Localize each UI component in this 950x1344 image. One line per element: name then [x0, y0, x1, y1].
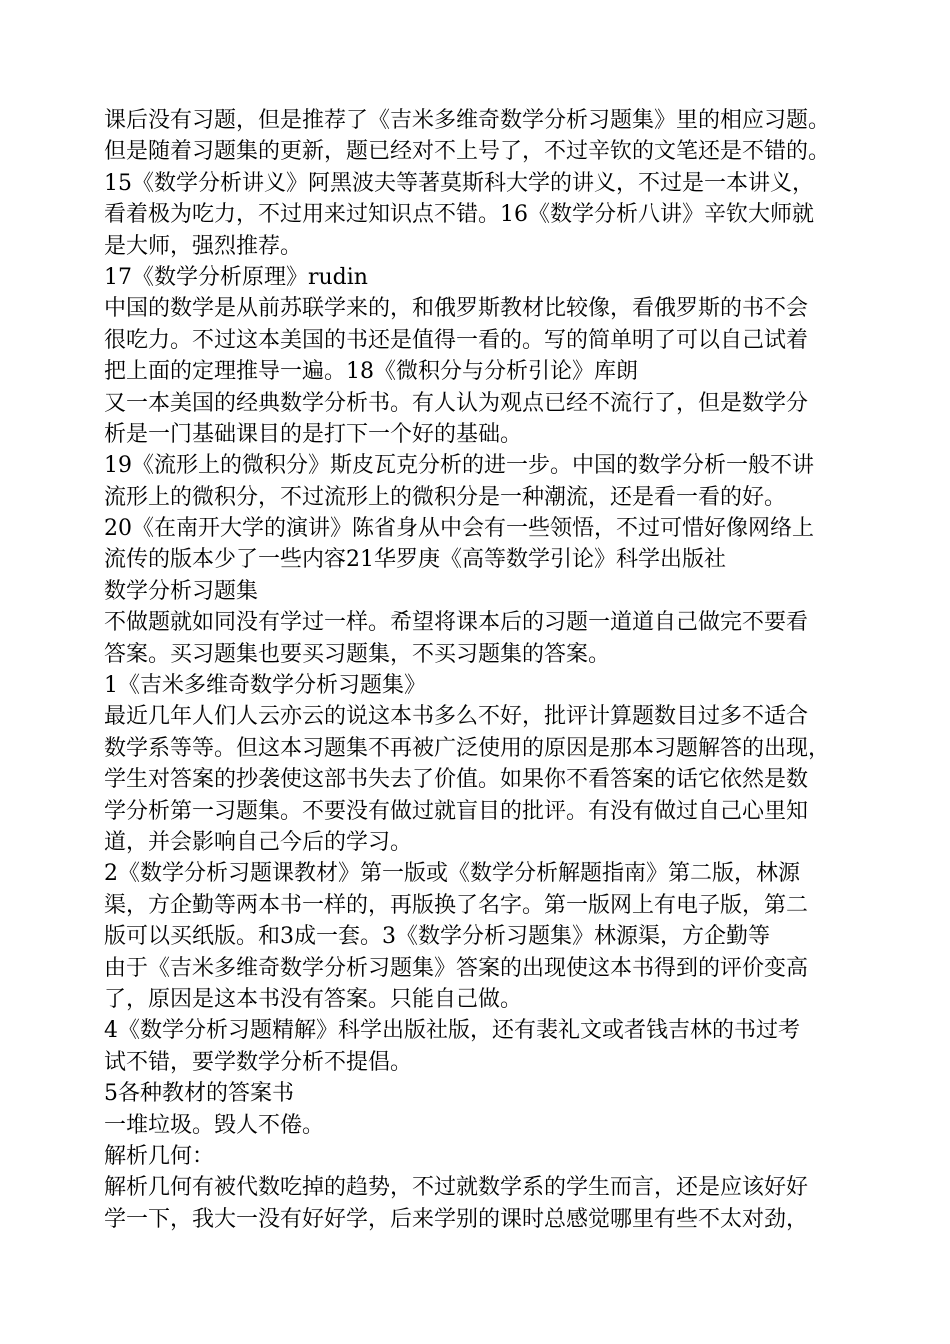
text-line: 1《吉米多维奇数学分析习题集》 [104, 673, 426, 699]
text-line: 版可以买纸版。和3成一套。3《数学分析习题集》林源渠，方企勤等 [104, 924, 770, 950]
text-line: 15《数学分析讲义》阿黑波夫等著莫斯科大学的讲义，不过是一本讲义， [104, 170, 814, 196]
text-line: 渠，方企勤等两本书一样的，再版换了名字。第一版网上有电子版，第二 [104, 892, 809, 918]
text-line: 试不错，要学数学分析不提倡。 [104, 1049, 413, 1075]
section-heading: 解析几何： [104, 1143, 215, 1169]
text-line: 流形上的微积分，不过流形上的微积分是一种潮流，还是看一看的好。 [104, 484, 787, 510]
text-line: 是大师，强烈推荐。 [104, 233, 303, 259]
text-line: 最近几年人们人云亦云的说这本书多么不好，批评计算题数目过多不适合 [104, 704, 809, 730]
text-line: 学分析第一习题集。不要没有做过就盲目的批评。有没有做过自己心里知 [104, 798, 809, 824]
text-line: 一堆垃圾。毁人不倦。 [104, 1112, 325, 1138]
text-line: 20《在南开大学的演讲》陈省身从中会有一些领悟，不过可惜好像网络上 [104, 516, 814, 542]
text-line: 看着极为吃力，不过用来过知识点不错。16《数学分析八讲》辛钦大师就 [104, 202, 814, 228]
text-line: 2《数学分析习题课教材》第一版或《数学分析解题指南》第二版，林源 [104, 861, 800, 887]
text-line: 答案。买习题集也要买习题集，不买习题集的答案。 [104, 641, 611, 667]
text-line: 数学系等等。但这本习题集不再被广泛使用的原因是那本习题解答的出现， [104, 735, 831, 761]
text-line: 17《数学分析原理》rudin [104, 264, 368, 290]
text-line: 流传的版本少了一些内容21华罗庚《高等数学引论》科学出版社 [104, 547, 726, 573]
text-line: 4《数学分析习题精解》科学出版社版，还有裴礼文或者钱吉林的书过考 [104, 1018, 800, 1044]
text-line: 道，并会影响自己今后的学习。 [104, 829, 413, 855]
text-line: 了，原因是这本书没有答案。只能自己做。 [104, 986, 523, 1012]
text-line: 不做题就如同没有学过一样。希望将课本后的习题一道道自己做完不要看 [104, 610, 809, 636]
document-page [104, 105, 874, 1235]
text-line: 解析几何有被代数吃掉的趋势，不过就数学系的学生而言，还是应该好好 [104, 1175, 809, 1201]
text-line: 课后没有习题，但是推荐了《吉米多维奇数学分析习题集》里的相应习题。 [104, 108, 831, 133]
section-heading: 数学分析习题集 [104, 578, 259, 604]
text-line: 析是一门基础课目的是打下一个好的基础。 [104, 421, 523, 447]
text-line: 很吃力。不过这本美国的书还是值得一看的。写的简单明了可以自己试着 [104, 327, 809, 353]
text-line: 但是随着习题集的更新，题已经对不上号了，不过辛钦的文笔还是不错的。 [104, 139, 831, 165]
text-line: 中国的数学是从前苏联学来的，和俄罗斯教材比较像，看俄罗斯的书不会 [104, 296, 809, 322]
text-line: 把上面的定理推导一遍。18《微积分与分析引论》库朗 [104, 359, 638, 385]
text-line: 学一下，我大一没有好好学，后来学别的课时总感觉哪里有些不太对劲， [104, 1206, 809, 1232]
text-line: 又一本美国的经典数学分析书。有人认为观点已经不流行了，但是数学分 [104, 390, 809, 416]
text-line: 5各种教材的答案书 [104, 1081, 294, 1107]
text-line: 学生对答案的抄袭使这部书失去了价值。如果你不看答案的话它依然是数 [104, 767, 809, 793]
text-line: 19《流形上的微积分》斯皮瓦克分析的进一步。中国的数学分析一般不讲 [104, 453, 814, 479]
text-line: 由于《吉米多维奇数学分析习题集》答案的出现使这本书得到的评价变高 [104, 955, 809, 981]
